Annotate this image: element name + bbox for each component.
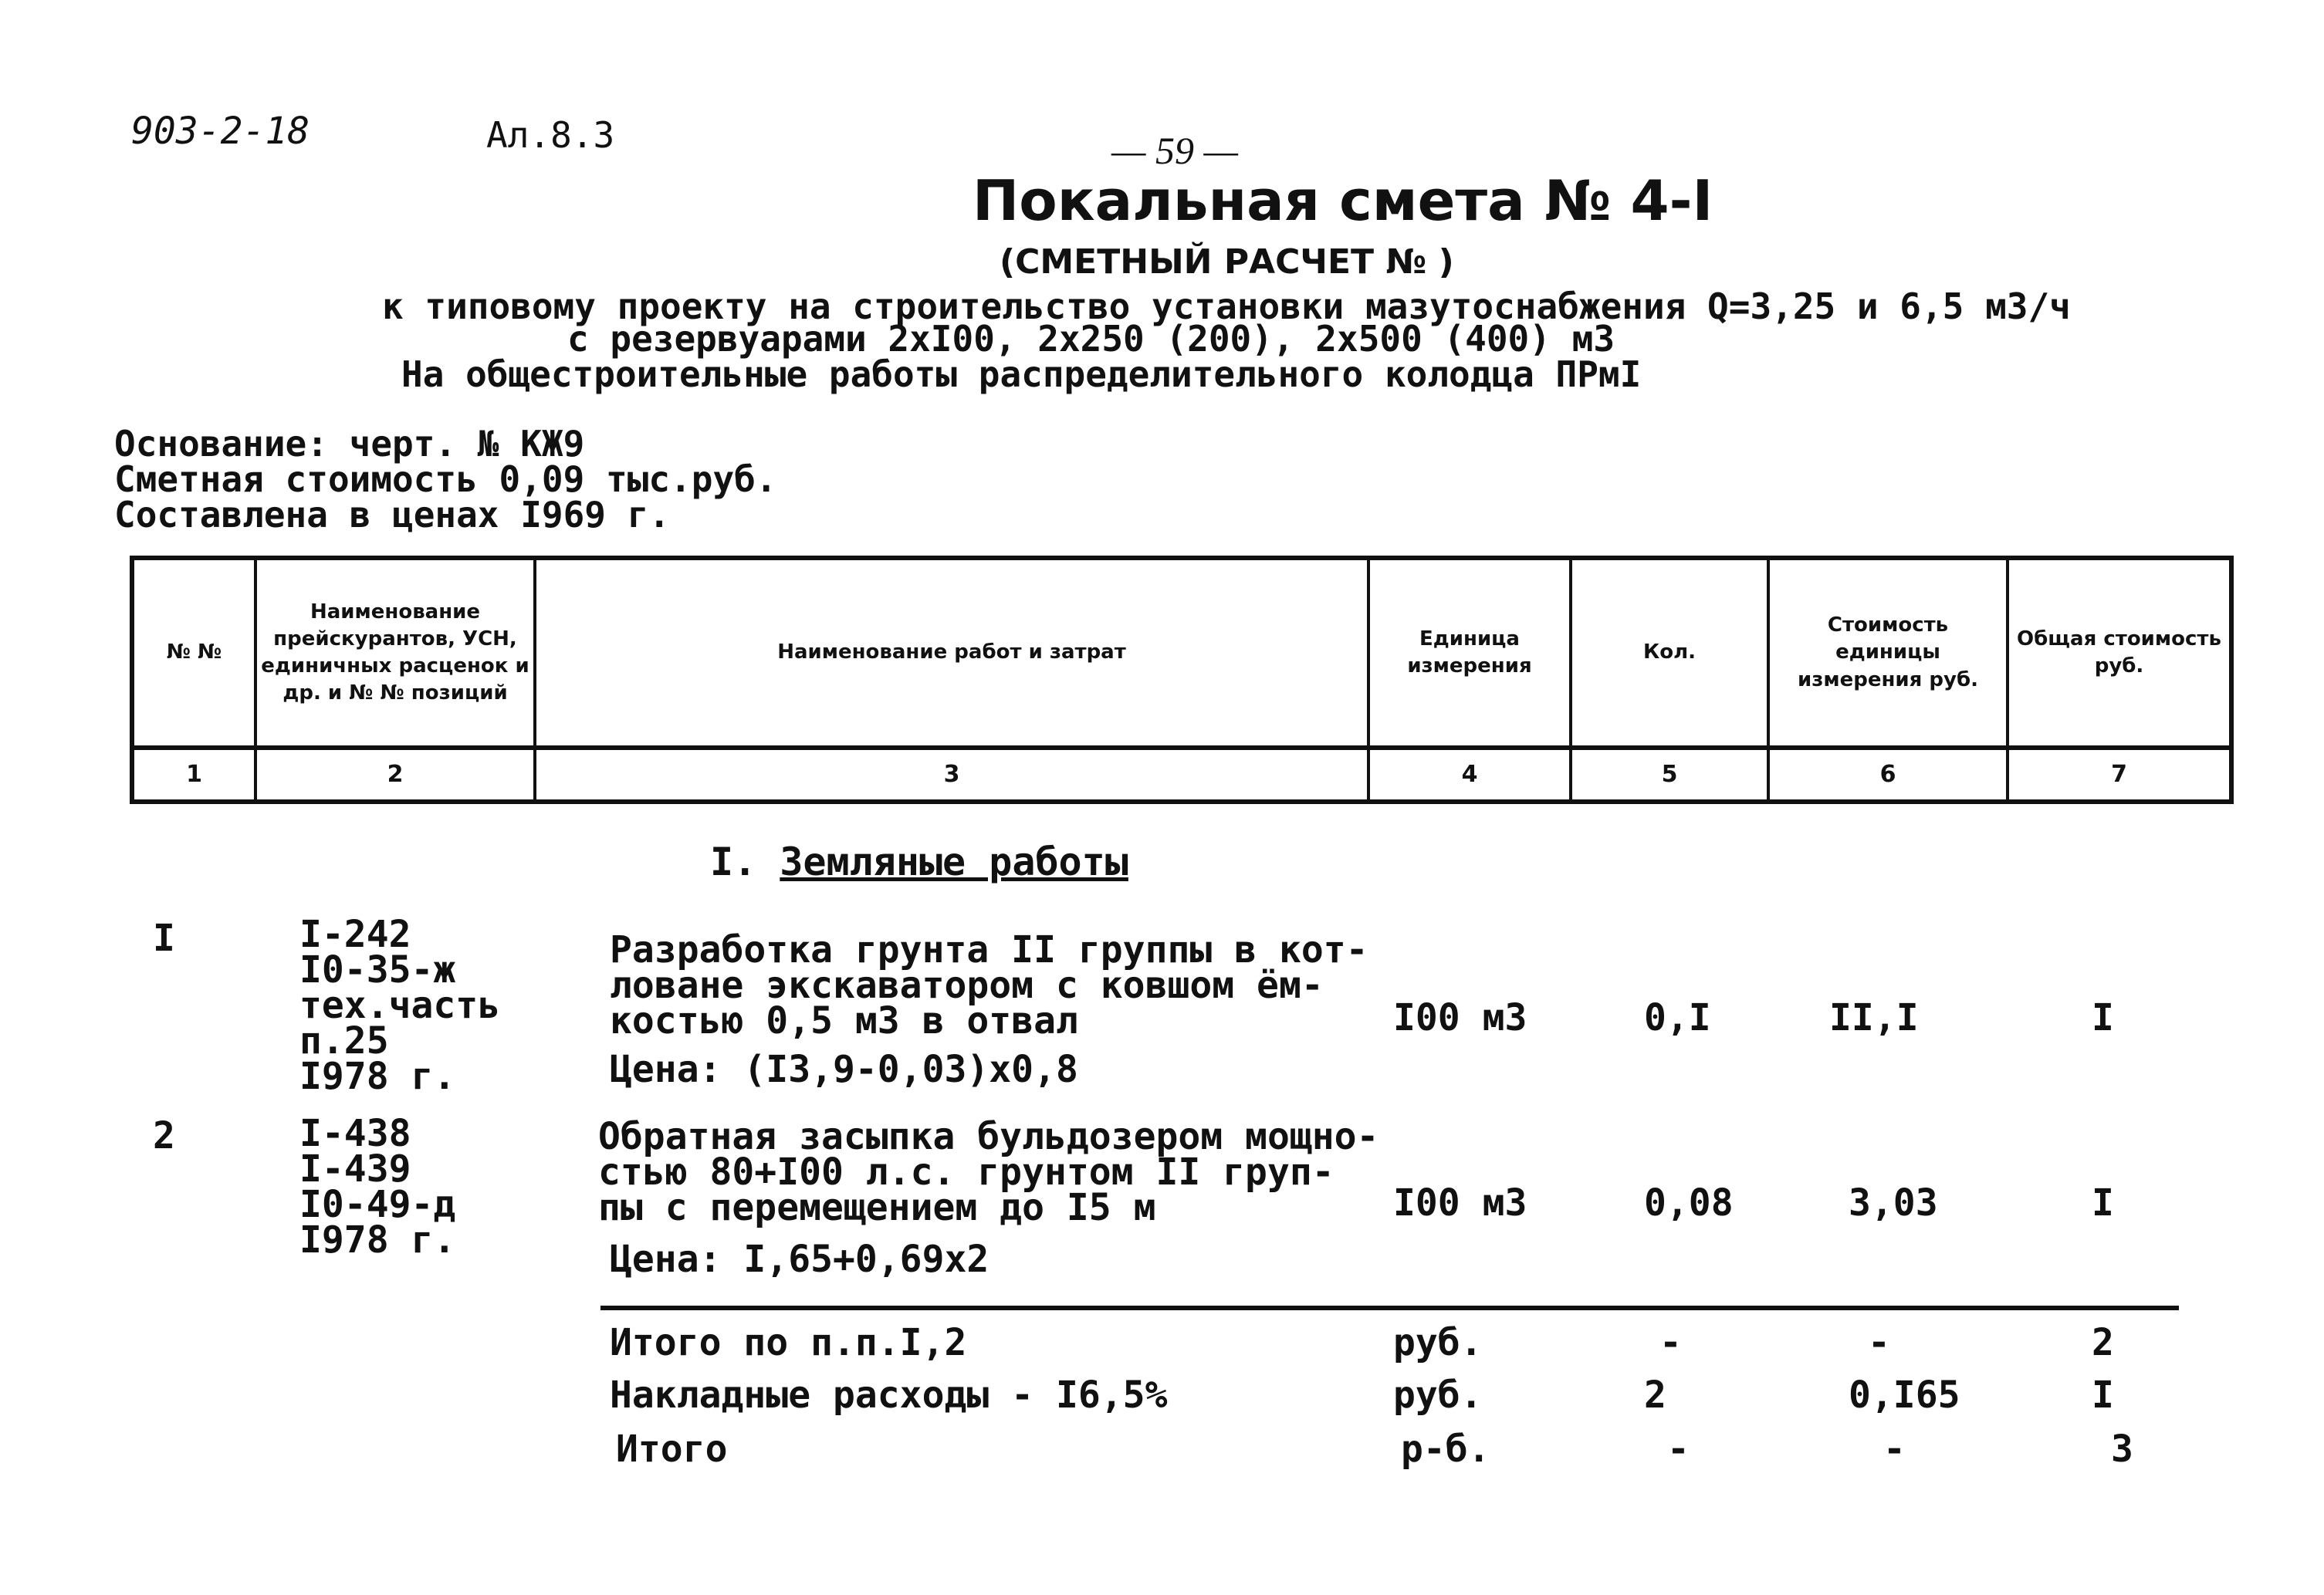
column-header-unit-cost: Стоимость единицы измерения руб.: [1768, 558, 2008, 748]
row-total: I: [2092, 996, 2114, 1039]
column-number: 2: [255, 748, 535, 802]
column-header-unit: Единица измерения: [1368, 558, 1571, 748]
row-price-formula: Цена: (I3,9-0,03)х0,8: [610, 1048, 1078, 1091]
section-number: I.: [710, 840, 757, 884]
column-number: 6: [1768, 748, 2008, 802]
subtotal-unit-cost: -: [1868, 1321, 1890, 1364]
work-line: ловане экскаватором с ковшом ём-: [610, 964, 1324, 1007]
grand-total-label: Итого: [616, 1428, 728, 1471]
column-number: 7: [2008, 748, 2231, 802]
column-header-quantity: Кол.: [1571, 558, 1768, 748]
column-header-references: Наименование прейскурантов, УСН, единичных расценок и др. и № № позиций: [255, 558, 535, 748]
grand-total-total: 3: [2111, 1428, 2133, 1471]
column-number: 4: [1368, 748, 1571, 802]
overhead-total: I: [2092, 1374, 2114, 1417]
row-work-description: [610, 928, 1368, 1042]
reference-line: I978 г.: [299, 1218, 456, 1262]
grand-total-unit: р-б.: [1401, 1428, 1490, 1471]
totals-separator-line: [600, 1306, 2179, 1310]
reference-line: I-439: [299, 1147, 411, 1191]
column-number: 1: [132, 748, 255, 802]
row-quantity: 0,08: [1644, 1181, 1734, 1225]
row-unit: I00 м3: [1393, 996, 1527, 1039]
column-header-work-name: Наименование работ и затрат: [535, 558, 1368, 748]
column-header-number: № №: [132, 558, 255, 748]
row-work-description: [598, 1115, 1379, 1229]
column-number: 5: [1571, 748, 1768, 802]
grand-total-quantity: -: [1667, 1428, 1690, 1471]
subtotal-label: Итого по п.п.I,2: [610, 1321, 967, 1364]
work-line: пы с перемещением до I5 м: [598, 1186, 1156, 1229]
overhead-unit: руб.: [1393, 1374, 1483, 1417]
work-line: костью 0,5 м3 в отвал: [610, 999, 1078, 1042]
subtotal-unit: руб.: [1393, 1321, 1483, 1364]
work-line: Обратная засыпка бульдозером мощно-: [598, 1115, 1379, 1158]
intro-line-3: На общестроительные работы распределительного колодца ПРмI: [401, 353, 1642, 395]
intro-line-2: с резервуарами 2хI00, 2х250 (200), 2х500 (400) м3: [567, 318, 1615, 360]
overhead-label: Накладные расходы - I6,5%: [610, 1374, 1168, 1417]
row-unit: I00 м3: [1393, 1181, 1527, 1225]
row-total: I: [2092, 1181, 2114, 1225]
section-title: [710, 840, 1128, 884]
estimated-cost-line: Сметная стоимость 0,09 тыс.руб.: [114, 458, 777, 500]
reference-line: I-438: [299, 1112, 411, 1155]
grand-total-unit-cost: -: [1883, 1428, 1906, 1471]
column-header-total-cost: Общая стоимость руб.: [2008, 558, 2231, 748]
work-line: Разработка грунта II группы в кот-: [610, 928, 1368, 972]
row-price-formula: Цена: I,65+0,69х2: [610, 1238, 989, 1281]
subtotal-total: 2: [2092, 1321, 2114, 1364]
row-number: I: [153, 917, 175, 960]
reference-line: I0-49-д: [299, 1183, 456, 1226]
page-title: Покальная смета № 4-I: [973, 168, 1713, 233]
basis-line: Основание: черт. № КЖ9: [114, 423, 585, 465]
row-unit-cost: 3,03: [1849, 1181, 1938, 1225]
page-subtitle: (СМЕТНЫЙ РАСЧЕТ № ): [1000, 242, 1454, 282]
work-line: стью 80+I00 л.с. грунтом II груп-: [598, 1151, 1335, 1194]
prices-year-line: Составлена в ценах I969 г.: [114, 494, 671, 536]
column-number: 3: [535, 748, 1368, 802]
overhead-unit-cost: 0,I65: [1849, 1374, 1960, 1417]
reference-line: п.25: [299, 1019, 389, 1063]
album-reference: Ал.8.3: [486, 114, 615, 156]
estimate-table-header: [130, 556, 2234, 804]
subtotal-quantity: -: [1659, 1321, 1682, 1364]
reference-line: тех.часть: [299, 984, 501, 1027]
row-number: 2: [153, 1114, 175, 1157]
reference-line: I0-35-ж: [299, 948, 456, 992]
row-references: [299, 1112, 456, 1262]
intro-line-1: к типовому проекту на строительство установки мазутоснабжения Q=3,25 и 6,5 м3/ч: [382, 286, 2071, 327]
row-references: [299, 913, 501, 1098]
row-unit-cost: II,I: [1829, 996, 1919, 1039]
row-quantity: 0,I: [1644, 996, 1711, 1039]
reference-line: I-242: [299, 913, 411, 956]
reference-line: I978 г.: [299, 1055, 456, 1098]
overhead-quantity: 2: [1644, 1374, 1666, 1417]
section-name: Земляные работы: [780, 840, 1128, 884]
page-number: — 59 —: [1111, 129, 1238, 172]
document-code: 903-2-18: [131, 110, 310, 153]
